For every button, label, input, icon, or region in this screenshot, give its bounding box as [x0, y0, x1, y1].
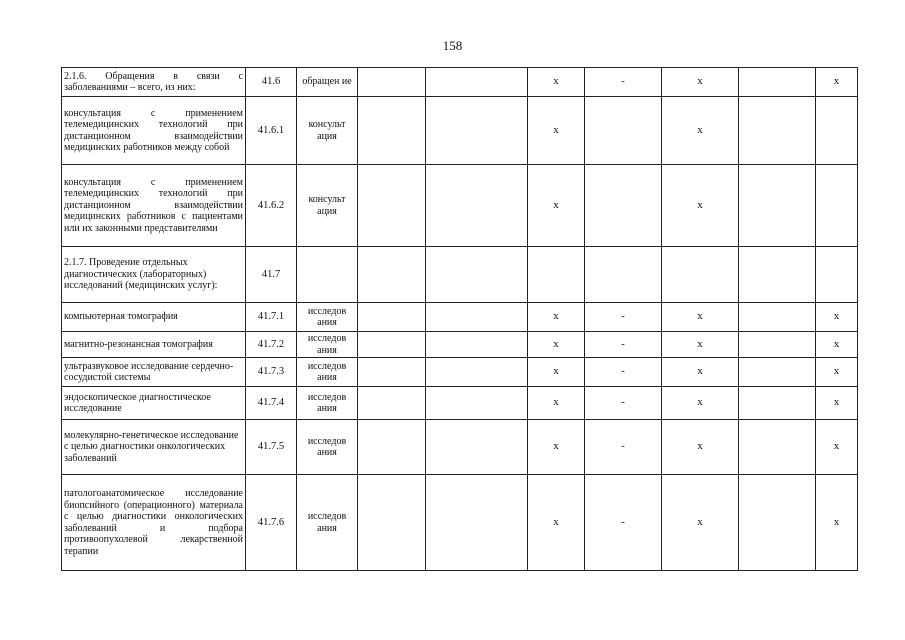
row-cell: x — [662, 68, 739, 97]
row-cell — [358, 387, 426, 420]
row-cell — [358, 420, 426, 475]
row-cell: x — [816, 68, 858, 97]
row-cell — [739, 358, 816, 387]
row-cell — [739, 303, 816, 332]
table-row — [62, 420, 858, 475]
row-cell: x — [816, 387, 858, 420]
row-unit: исследов ания — [297, 303, 358, 332]
row-name: консультация с применением телемедицинских технологий при дистанционном взаимодействии медицинских работников между собой — [62, 97, 246, 165]
row-cell: x — [528, 420, 585, 475]
table-row — [62, 332, 858, 358]
row-name: патологоанатомическое исследование биопсийного (операционного) материала с целью диагностики онкологических заболеваний и подбора противоопухолевой лекарственной терапии — [62, 475, 246, 571]
row-cell — [358, 475, 426, 571]
row-unit: обращен ие — [297, 68, 358, 97]
row-cell: - — [585, 420, 662, 475]
row-cell — [585, 247, 662, 303]
row-cell — [358, 68, 426, 97]
row-cell — [358, 97, 426, 165]
row-unit — [297, 247, 358, 303]
page-number: 158 — [442, 38, 463, 53]
row-cell — [585, 97, 662, 165]
row-unit: исследов ания — [297, 358, 358, 387]
row-code: 41.7.2 — [246, 332, 297, 358]
table-row — [62, 165, 858, 247]
row-cell — [426, 68, 528, 97]
row-cell: x — [662, 303, 739, 332]
row-cell — [358, 303, 426, 332]
row-cell — [816, 165, 858, 247]
row-code: 41.6.1 — [246, 97, 297, 165]
row-cell — [739, 420, 816, 475]
row-cell: x — [662, 332, 739, 358]
row-cell: - — [585, 475, 662, 571]
row-cell: - — [585, 332, 662, 358]
row-cell: x — [528, 303, 585, 332]
row-cell: - — [585, 68, 662, 97]
row-unit: исследов ания — [297, 332, 358, 358]
row-code: 41.6 — [246, 68, 297, 97]
table-row — [62, 68, 858, 97]
table-row — [62, 358, 858, 387]
row-cell — [585, 165, 662, 247]
row-code: 41.7.5 — [246, 420, 297, 475]
row-cell — [816, 247, 858, 303]
row-cell — [426, 387, 528, 420]
row-cell: x — [662, 387, 739, 420]
row-name: эндоскопическое диагностическое исследование — [62, 387, 246, 420]
row-name: консультация с применением телемедицинских технологий при дистанционном взаимодействии медицинских работников с пациентами или их законными представителями — [62, 165, 246, 247]
row-cell: x — [662, 97, 739, 165]
table-row — [62, 303, 858, 332]
row-cell — [739, 475, 816, 571]
row-unit: консульт ация — [297, 97, 358, 165]
row-cell: x — [816, 358, 858, 387]
row-cell: x — [816, 475, 858, 571]
row-cell — [426, 303, 528, 332]
row-cell: x — [662, 420, 739, 475]
row-cell — [739, 68, 816, 97]
row-unit: исследов ания — [297, 387, 358, 420]
row-unit: исследов ания — [297, 475, 358, 571]
row-cell — [426, 475, 528, 571]
row-code: 41.7.1 — [246, 303, 297, 332]
row-cell — [528, 247, 585, 303]
row-cell — [739, 165, 816, 247]
row-cell: x — [528, 387, 585, 420]
row-cell — [426, 358, 528, 387]
row-cell — [739, 247, 816, 303]
row-name: магнитно-резонансная томография — [62, 332, 246, 358]
row-code: 41.7.3 — [246, 358, 297, 387]
row-cell — [426, 420, 528, 475]
row-cell: x — [816, 332, 858, 358]
row-cell — [739, 97, 816, 165]
row-cell: x — [662, 165, 739, 247]
row-cell — [358, 332, 426, 358]
table-row — [62, 475, 858, 571]
row-cell — [426, 97, 528, 165]
row-cell: - — [585, 358, 662, 387]
row-unit: исследов ания — [297, 420, 358, 475]
row-cell: x — [528, 97, 585, 165]
row-cell: x — [528, 165, 585, 247]
row-cell: - — [585, 387, 662, 420]
row-cell: x — [816, 303, 858, 332]
row-unit: консульт ация — [297, 165, 358, 247]
row-cell: x — [528, 358, 585, 387]
row-cell: x — [662, 358, 739, 387]
row-cell — [426, 247, 528, 303]
row-name: ультразвуковое исследование сердечно-сосудистой системы — [62, 358, 246, 387]
row-name: компьютерная томография — [62, 303, 246, 332]
row-cell — [426, 165, 528, 247]
row-cell — [358, 165, 426, 247]
row-cell — [739, 332, 816, 358]
row-cell — [739, 387, 816, 420]
row-cell — [816, 97, 858, 165]
row-cell — [358, 358, 426, 387]
table-row — [62, 387, 858, 420]
row-name: 2.1.6. Обращения в связи с заболеваниями – всего, из них: — [62, 68, 246, 97]
row-cell — [662, 247, 739, 303]
row-cell: x — [528, 68, 585, 97]
table-row — [62, 247, 858, 303]
row-cell: x — [662, 475, 739, 571]
row-code: 41.7.6 — [246, 475, 297, 571]
data-table — [61, 67, 858, 571]
row-code: 41.7.4 — [246, 387, 297, 420]
row-cell: x — [528, 332, 585, 358]
row-cell — [426, 332, 528, 358]
row-name: молекулярно-генетическое исследование с целью диагностики онкологических заболеваний — [62, 420, 246, 475]
row-cell — [358, 247, 426, 303]
row-code: 41.7 — [246, 247, 297, 303]
row-cell: x — [528, 475, 585, 571]
row-cell: x — [816, 420, 858, 475]
row-name: 2.1.7. Проведение отдельных диагностических (лабораторных) исследований (медицинских услуг): — [62, 247, 246, 303]
row-code: 41.6.2 — [246, 165, 297, 247]
table-row — [62, 97, 858, 165]
row-cell: - — [585, 303, 662, 332]
